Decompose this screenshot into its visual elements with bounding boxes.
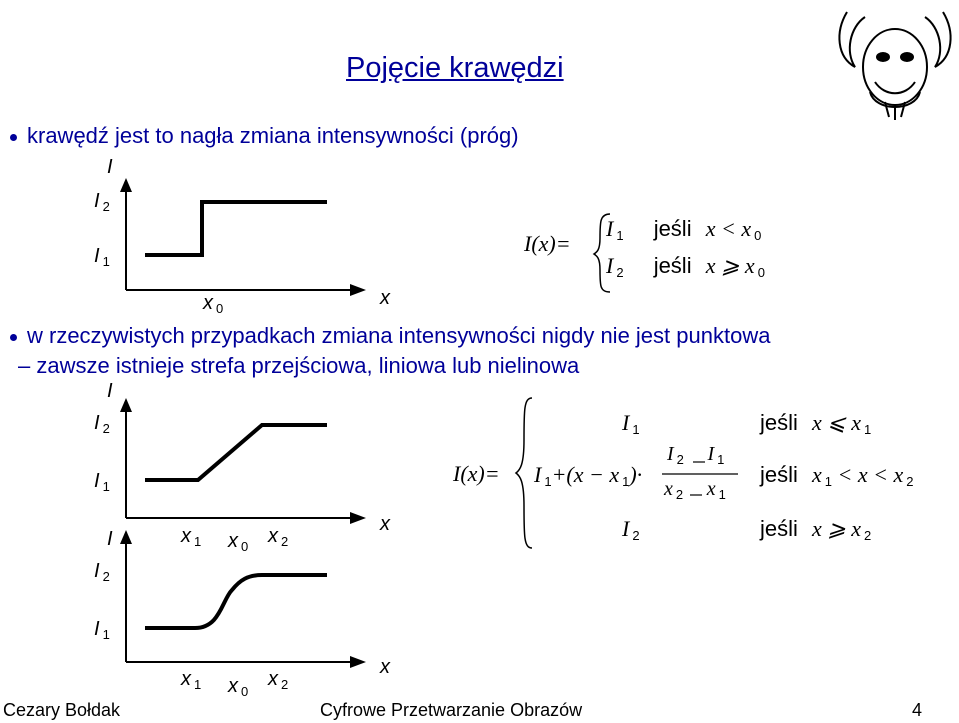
bullet-text: w rzeczywistych przypadkach zmiana intensywności nigdy nie jest punktowa	[27, 323, 771, 348]
formula2-lhs: I(x)=	[453, 461, 500, 486]
x-axis-arrow	[350, 656, 366, 668]
x1-label: x $_1$	[181, 668, 202, 692]
level-I2-label: I $_2$	[94, 560, 110, 584]
formula2-case2-value: I 1+(x − x 1)·	[534, 462, 643, 489]
level-I1-label: I $_1$	[94, 470, 110, 494]
x-axis-label: x	[380, 513, 390, 535]
formula2-case1-cond: jeśli x ⩽ x 1	[760, 410, 872, 437]
formula1-case1: I 1 jeśli x < x 0	[606, 216, 762, 243]
formula1-lhs: I(x)=	[524, 231, 571, 256]
step-edge-graph	[120, 178, 366, 296]
x0-label: x $_0$	[228, 530, 249, 554]
subbullet-transition-zone: – zawsze istnieje strefa przejściowa, liniowa lub nielinowa	[18, 353, 580, 378]
x-axis-arrow	[350, 512, 366, 524]
linear-ramp-signal	[145, 425, 327, 480]
y-axis-label: I	[107, 380, 113, 402]
linear-edge-graph	[120, 398, 366, 524]
formula2-case2-cond: jeśli x 1 < x < x 2	[760, 462, 914, 489]
y-axis-arrow	[120, 398, 132, 412]
bullet-text: krawędź jest to nagła zmiana intensywności (próg)	[27, 123, 519, 148]
footer-course: Cyfrowe Przetwarzanie Obrazów	[320, 700, 583, 720]
y-axis-arrow	[120, 178, 132, 192]
level-I2-label: I $_2$	[94, 412, 110, 436]
y-axis-arrow	[120, 530, 132, 544]
formula1-case2: I 2 jeśli x ⩾ x 0	[606, 253, 765, 280]
nonlinear-signal	[145, 575, 327, 628]
page-title: Pojęcie krawędzi	[346, 52, 564, 84]
level-I1-label: I $_1$	[94, 618, 110, 642]
level-I2-label: I $_2$	[94, 190, 110, 214]
x-axis-label: x	[380, 656, 390, 678]
x0-label: x $_0$	[203, 292, 224, 316]
x0-label: x $_0$	[228, 675, 249, 699]
formula2-case3-cond: jeśli x ⩾ x 2	[760, 516, 872, 543]
footer-author: Cezary Bołdak	[3, 700, 121, 720]
y-axis-label: I	[107, 528, 113, 550]
formula2-case1-value: I 1	[622, 410, 640, 437]
x-axis-label: x	[380, 287, 390, 309]
y-axis-label: I	[107, 156, 113, 178]
footer-page-number: 4	[912, 700, 923, 720]
x-axis-arrow	[350, 284, 366, 296]
x2-label: x $_2$	[268, 525, 289, 549]
fraction-denominator: x $_2$ x $_1$	[664, 478, 726, 502]
level-I1-label: I $_1$	[94, 245, 110, 269]
x2-label: x $_2$	[268, 668, 289, 692]
x1-label: x $_1$	[181, 525, 202, 549]
formula2-brace	[516, 398, 532, 548]
step-signal	[145, 202, 327, 255]
formula2-case3-value: I 2	[622, 516, 640, 543]
fraction-numerator: I $_2$ I $_1$	[667, 443, 725, 467]
